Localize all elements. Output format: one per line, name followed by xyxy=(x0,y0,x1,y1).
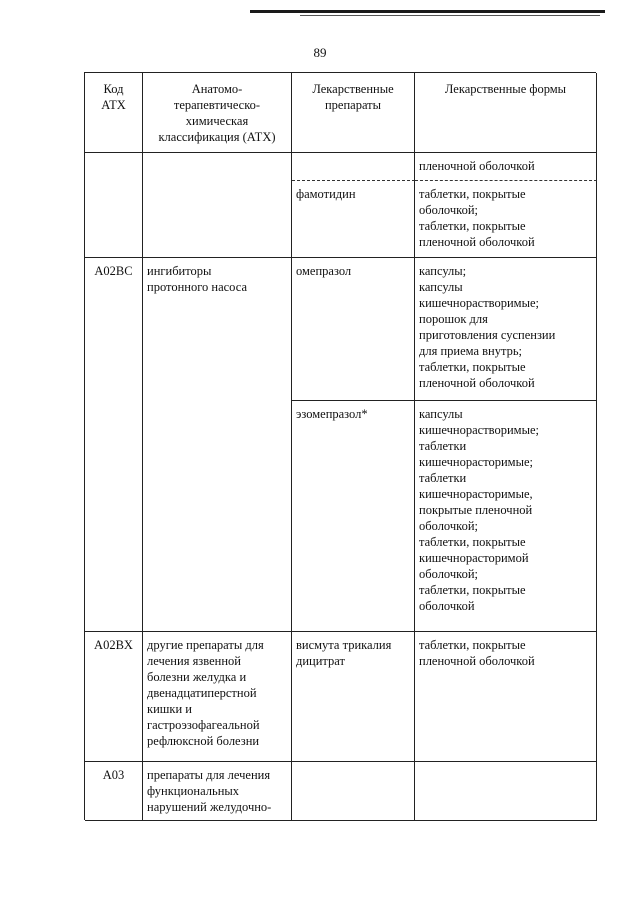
table-cell-forms xyxy=(415,762,597,821)
table-cell-class xyxy=(143,153,292,258)
table-cell-drug xyxy=(292,153,415,181)
table-cell-drug: омепразол xyxy=(292,258,415,401)
table-cell-class: ингибиторы протонного насоса xyxy=(143,258,292,632)
table-cell-forms: капсулы кишечнорастворимые; таблетки кишечнорасторимые; таблетки кишечнорасторимые, покрытые пленочной оболочкой; таблетки, покрытые кишечнорасторимой оболочкой; таблетки, покрытые оболочкой xyxy=(415,401,597,632)
table-cell-forms: таблетки, покрытые пленочной оболочкой xyxy=(415,632,597,762)
atc-table xyxy=(84,72,596,820)
header-classification: Анатомо- терапевтическо- химическая классификация (АТХ) xyxy=(143,73,292,153)
header-code: Код АТХ xyxy=(85,73,143,153)
table-cell-class: другие препараты для лечения язвенной болезни желудка и двенадцатиперстной кишки и гастроэзофагеальной рефлюксной болезни xyxy=(143,632,292,762)
header-drugs: Лекарственные препараты xyxy=(292,73,415,153)
table-cell-code xyxy=(85,153,143,258)
top-rule-thin xyxy=(300,15,600,16)
table-cell-drug: фамотидин xyxy=(292,181,415,258)
table-cell-forms: таблетки, покрытые оболочкой; таблетки, покрытые пленочной оболочкой xyxy=(415,181,597,258)
table-cell-code: A03 xyxy=(85,762,143,821)
table-cell-forms: капсулы; капсулы кишечнорастворимые; порошок для приготовления суспензии для приема внутрь; таблетки, покрытые пленочной оболочкой xyxy=(415,258,597,401)
table-cell-drug: эзомепразол* xyxy=(292,401,415,632)
table-cell-class: препараты для лечения функциональных нарушений желудочно- xyxy=(143,762,292,821)
table-cell-drug: висмута трикалия дицитрат xyxy=(292,632,415,762)
top-rule xyxy=(250,10,605,13)
table-cell-drug xyxy=(292,762,415,821)
table-cell-forms: пленочной оболочкой xyxy=(415,153,597,181)
page-number: 89 xyxy=(313,45,327,60)
table-cell-code: A02BC xyxy=(85,258,143,632)
header-forms: Лекарственные формы xyxy=(415,73,597,153)
table-cell-code: A02BX xyxy=(85,632,143,762)
